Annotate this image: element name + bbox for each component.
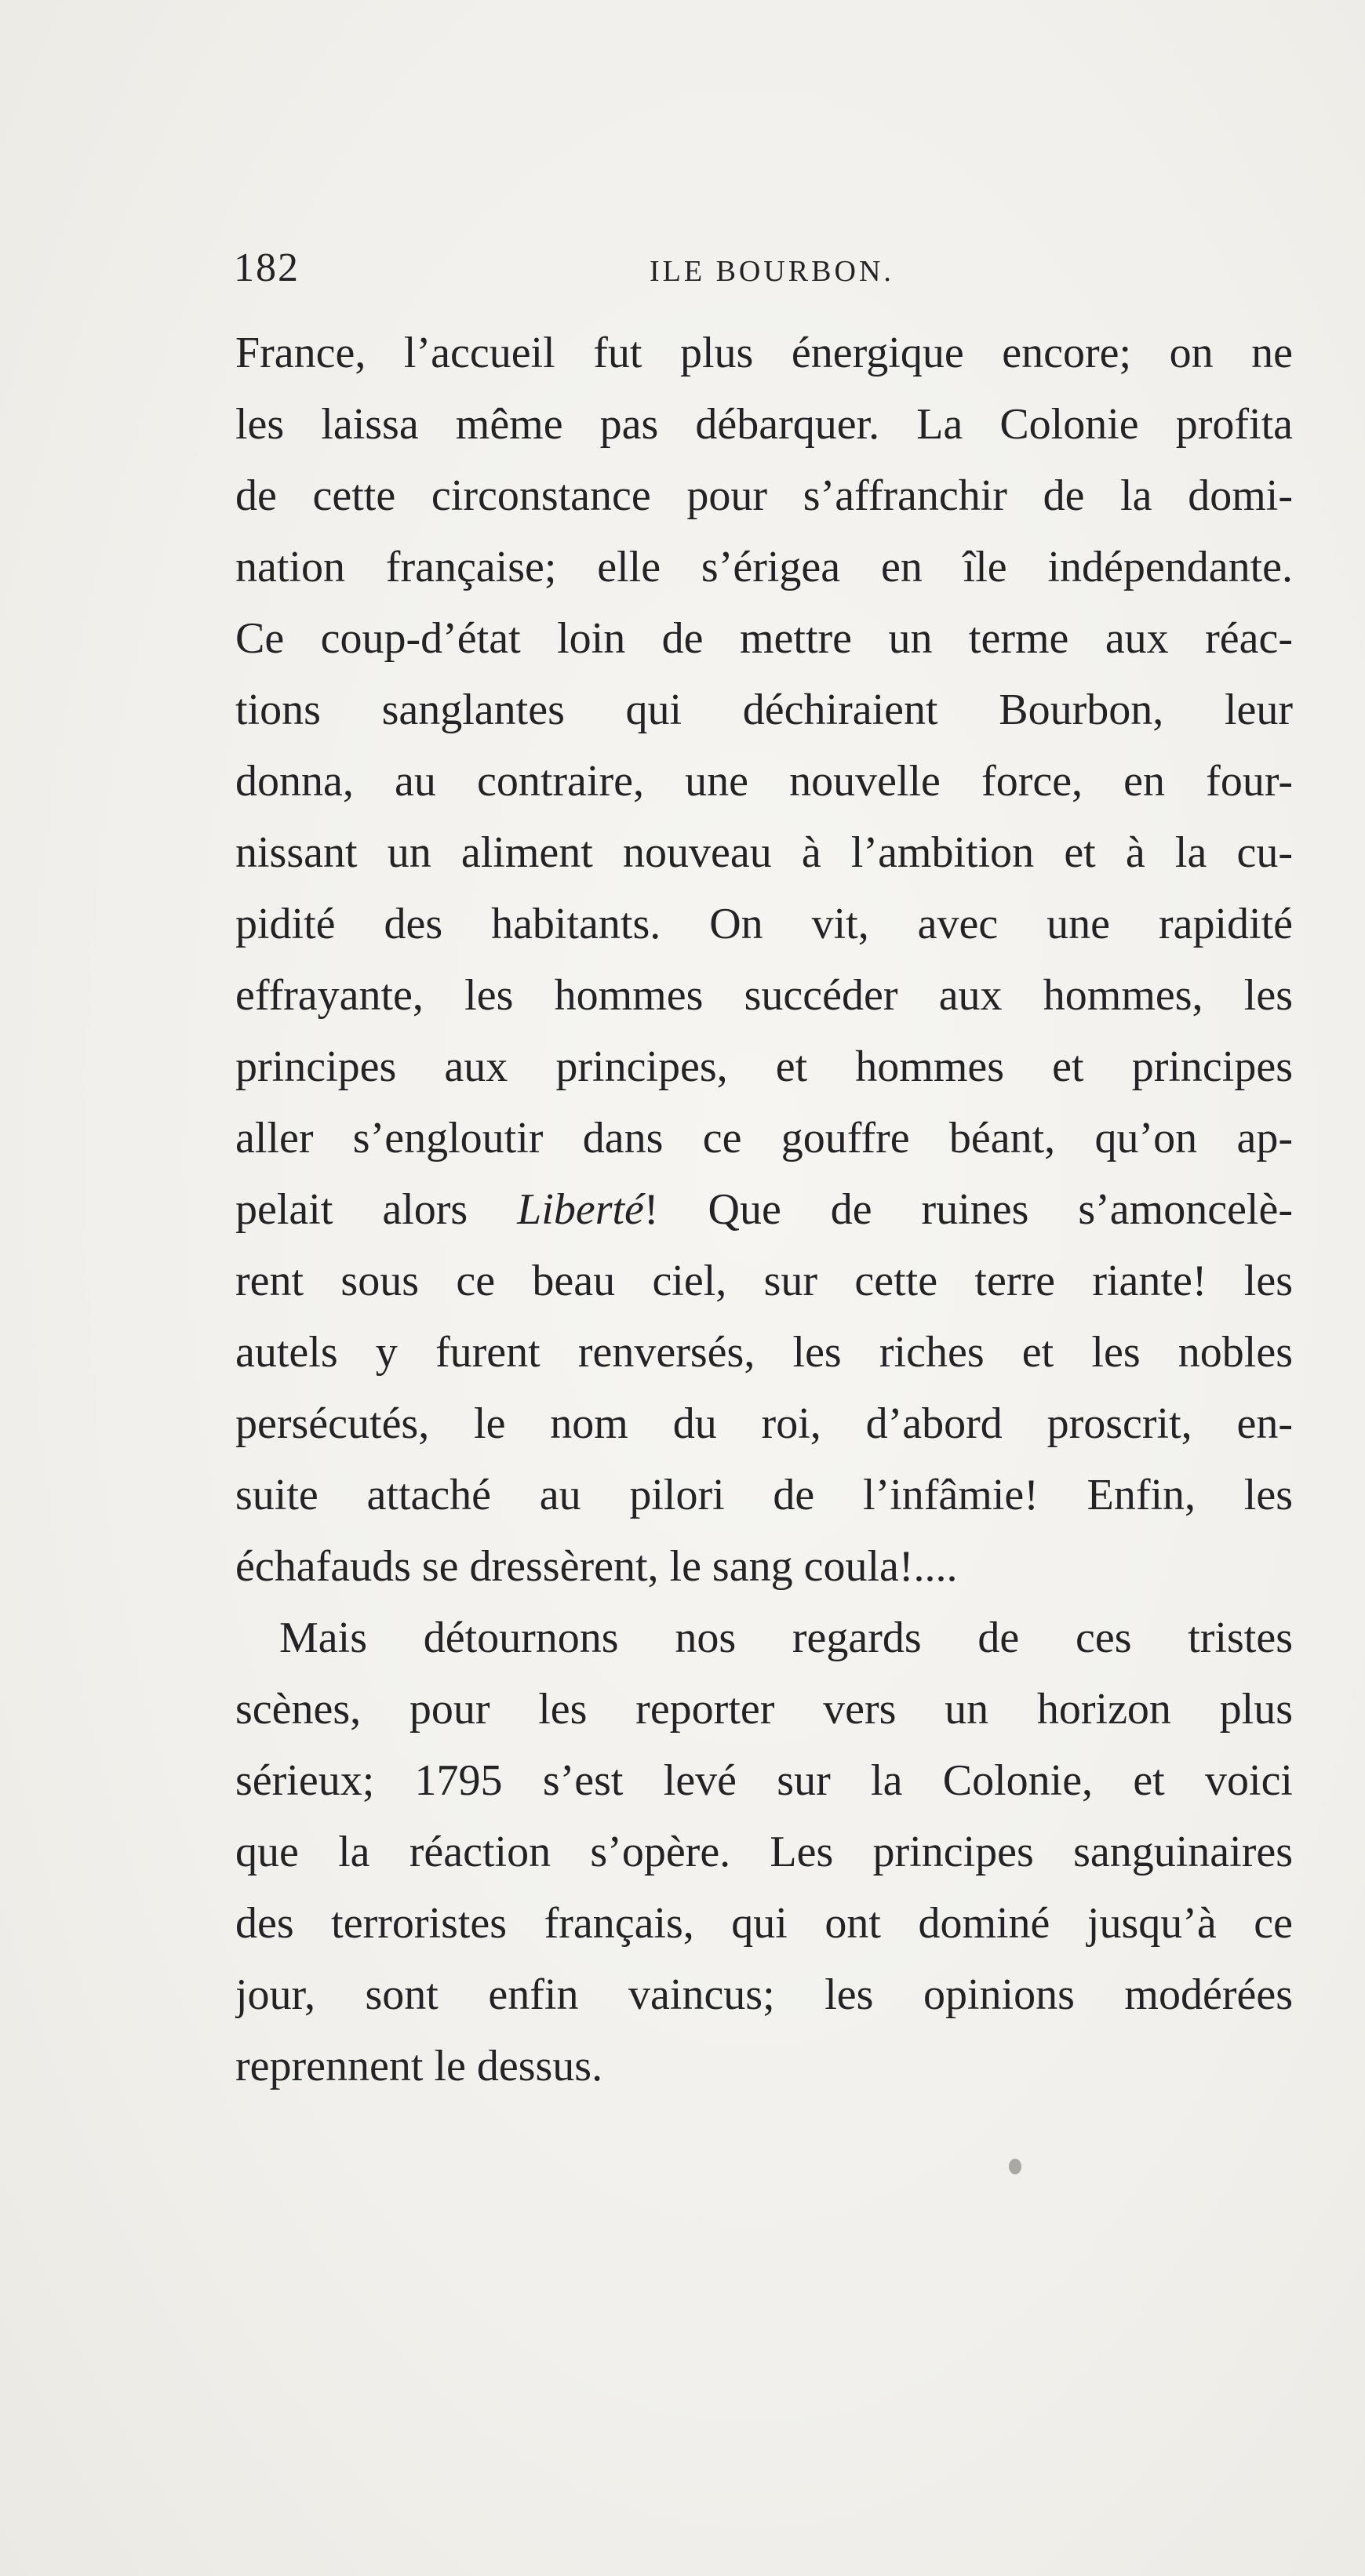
running-head xyxy=(234,237,1159,300)
running-title: ILE BOURBON. xyxy=(650,255,894,288)
text-line: reprennent le dessus. xyxy=(235,2042,603,2090)
text-segment: ! Que de ruines s’amoncelè- xyxy=(643,1185,1293,1234)
text-line: tions sanglantes qui déchiraient Bourbon, leur xyxy=(235,686,1293,734)
text-line: sérieux; 1795 s’est levé sur la Colonie, et voici xyxy=(235,1756,1293,1805)
text-line: principes aux principes, et hommes et principes xyxy=(235,1042,1293,1091)
text-line: de cette circonstance pour s’affranchir de la domi- xyxy=(235,471,1293,520)
text-segment: pelait alors xyxy=(235,1185,518,1234)
text-line: nissant un aliment nouveau à l’ambition et à la cu- xyxy=(235,828,1293,877)
text-line: Mais détournons nos regards de ces tristes xyxy=(279,1614,1293,1662)
printer-ornament-dot xyxy=(1009,2159,1021,2174)
text-line: rent sous ce beau ciel, sur cette terre riante! les xyxy=(235,1257,1293,1305)
text-line: suite attaché au pilori de l’infâmie! Enfin, les xyxy=(235,1471,1293,1519)
text-line: jour, sont enfin vaincus; les opinions modérées xyxy=(235,1970,1293,2019)
text-line: Ce coup-d’état loin de mettre un terme aux réac- xyxy=(235,614,1293,663)
text-line: des terroristes français, qui ont dominé jusqu’à ce xyxy=(235,1899,1293,1948)
page-number: 182 xyxy=(234,246,300,290)
text-line: scènes, pour les reporter vers un horizon plus xyxy=(235,1685,1293,1734)
text-line: échafauds se dressèrent, le sang coula!.... xyxy=(235,1542,958,1591)
text-line: pidité des habitants. On vit, avec une rapidité xyxy=(235,900,1293,948)
body-text xyxy=(235,318,1293,2102)
text-line: donna, au contraire, une nouvelle force, en four- xyxy=(235,757,1293,806)
italic-word-liberte: Liberté xyxy=(517,1185,644,1234)
text-line: autels y furent renversés, les riches et les nobles xyxy=(235,1328,1293,1377)
text-line-with-italic xyxy=(235,1174,1293,1246)
text-line: que la réaction s’opère. Les principes sanguinaires xyxy=(235,1828,1293,1876)
text-line: aller s’engloutir dans ce gouffre béant, qu’on ap- xyxy=(235,1114,1293,1162)
text-line: nation française; elle s’érigea en île indépendante. xyxy=(235,543,1293,591)
text-line: France, l’accueil fut plus énergique encore; on ne xyxy=(235,329,1293,377)
text-line: effrayante, les hommes succéder aux hommes, les xyxy=(235,971,1293,1020)
text-line: les laissa même pas débarquer. La Colonie profita xyxy=(235,400,1293,449)
text-line: persécutés, le nom du roi, d’abord proscrit, en- xyxy=(235,1399,1293,1448)
